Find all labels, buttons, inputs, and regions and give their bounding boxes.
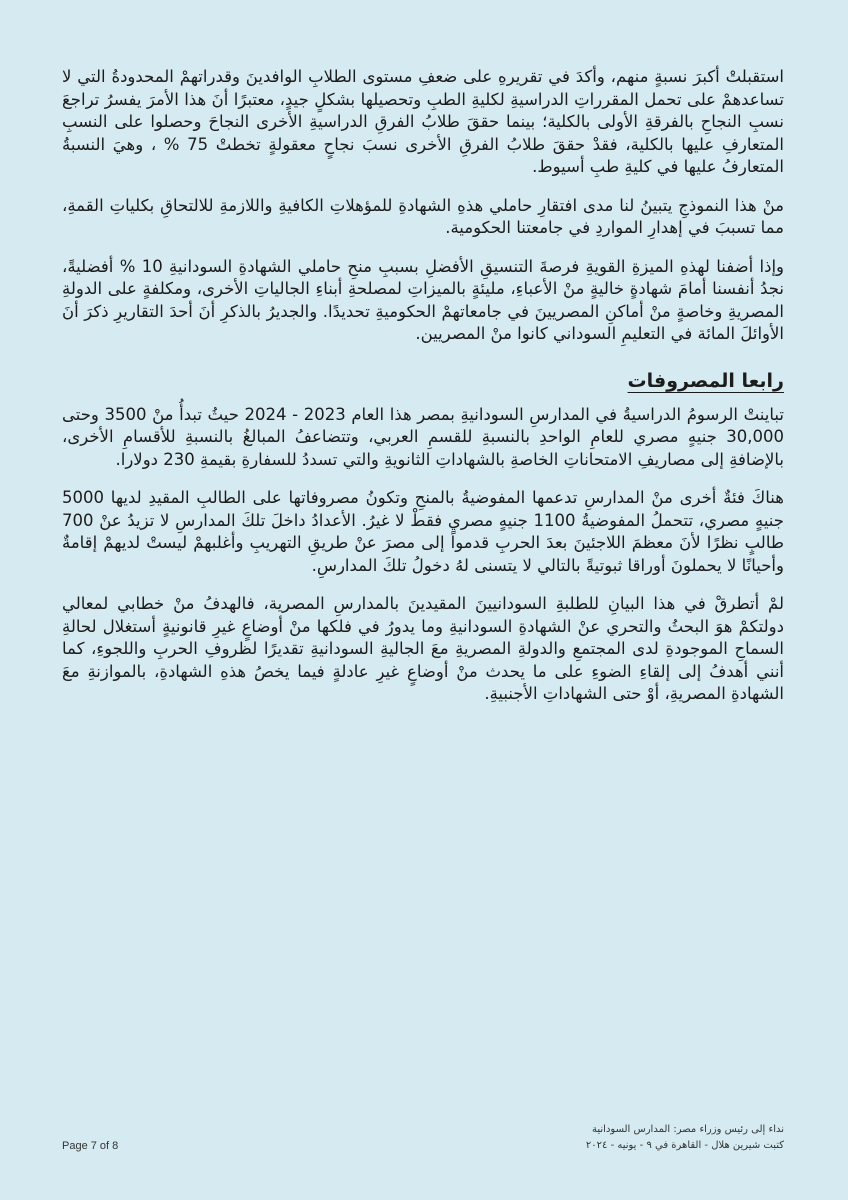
page-number: Page 7 of 8 <box>62 1140 119 1152</box>
paragraph: استقبلتْ أكبرَ نسبةٍ منهم، وأكدَ في تقريرهِ على ضعفِ مستوى الطلابِ الوافدينَ وقدراتهمْ المحدودةُ التي لا تساعدهمْ على تحمل المقرراتِ الدراسيةِ لكليةِ الطبِ وتحصيلها بشكلٍ جيدٍ، معتبرًا أنَ هذا الأمرَ يفسرُ تراجعَ نسبِ النجاحِ بالفرقةِ الأولى بالكلية؛ بينما حققَ طلابُ الفرقِ الدراسيةِ الأخرى النجاحَ وحصلوا على النسبِ المتعارفِ عليها بالكلية، فقدْ حققَ طلابُ الفرقِ الأخرى نسبَ نجاحٍ معقولةٍ تخطتْ 75 % ، وهيَ النسبةُ المتعارفُ عليها في كليةِ طبِ أسيوط. <box>62 67 785 176</box>
paragraph: تباينتْ الرسومُ الدراسيةُ في المدارسِ السودانيةِ بمصر هذا العام 2023 - 2024 حيثُ تبدأُ منْ 3500 وحتى 30,000 جنيهٍ مصري للعامِ الواحدِ بالنسبةِ للقسمِ العربي، وتتضاعفُ المبالغُ بالنسبةِ للأقسامِ الأخرى، بالإضافةِ إلى مصاريفِ الامتحاناتِ الخاصةِ بالشهاداتِ الثانويةِ والتي تسددُ للسفارةِ بقيمةِ 230 دولارا. <box>62 404 784 469</box>
paragraph: منْ هذا النموذجِ يتبينُ لنا مدى افتقارِ حاملي هذهِ الشهادةِ للمؤهلاتِ الكافيةِ واللازمةِ للالتحاقِ بكلياتِ القمةِ، مما تسببَ في إهدارِ المواردِ في جامعتنا الحكومية. <box>62 195 784 237</box>
footer-title: نداء إلى رئيس وزراء مصر: المدارس السودانية <box>592 1124 784 1135</box>
section-heading-expenses: رابعا المصروفات <box>627 369 784 392</box>
document-body <box>62 66 784 722</box>
paragraph: هناكَ فئةٌ أخرى منْ المدارسِ تدعمها المفوضيةُ بالمنحِ وتكونُ مصروفاتها على الطالبِ المقيدِ لديها 5000 جنيهٍ مصري، تتحملُ المفوضيةُ 1100 جنيهٍ مصريٍ فقطْ لا غيرُ. الأعدادُ داخلَ تلكَ المدارسِ لا تزيدُ عنْ 700 طالبٍ نظرًا لأنَ معظمَ اللاجئينَ بعدَ الحربِ قدموا إلى مصرَ عنْ طريقِ التهريبِ وأغلبهمْ ليستْ لديهمْ إقامةٌ وأحيانًا لا يحملونَ أوراقا ثبوتيةً بالتالي لا يتسنى لهُ دخولُ تلكَ المدارسِ. <box>62 488 784 575</box>
paragraph: لمْ أتطرقْ في هذا البيانِ للطلبةِ السودانيينَ المقيدينَ بالمدارسِ المصرية، فالهدفُ منْ خطابي لمعالي دولتكمْ هوَ البحثُ والتحري عنْ الشهادةِ السودانيةِ وما يدورُ في فلكها منْ أوضاعٍ غيرِ قانونيةٍ أستغلال لحالةِ السماحِ الموجودةِ لدى المجتمعِ والدولةِ المصريةِ معَ الجاليةِ السودانيةِ تقديرًا لظروفِ الحربِ واللجوءِ، كما أنني أهدفُ إلى إلقاءِ الضوءِ على ما يحدث منْ أوضاعٍ غيرِ عادلةٍ فيما يخصُ هذهِ الشهادةِ، بالموازنةِ معَ الشهادةِ المصريةِ، أوْ حتى الشهاداتِ الأجنبيةِ. <box>62 594 784 703</box>
footer-byline: كتبت شيرين هلال - القاهرة في ٩ - يونيه - ٢٠٢٤ <box>585 1140 784 1151</box>
footer-info <box>586 1122 784 1154</box>
paragraph: وإذا أضفنا لهذهِ الميزةِ القويةِ فرصةَ التنسيقِ الأفضلِ بسببِ منحِ حاملي الشهادةِ السودانيةِ 10 % أفضليةً، نجدُ أنفسنا أمامَ شهادةٍ خاليةٍ منْ الأعباءِ، مليئةٍ بالميزاتِ لمصلحةِ أبناءِ الجالياتِ الأخرى، ومكلفةٍ على الدولةِ المصريةِ وخاصةٍ منْ أماكنِ المصريينَ في جامعاتهمْ الحكوميةِ تحديدًا. والجديرُ بالذكرِ أنَ أحدَ التقاريرِ ذكرَ أنَ الأوائلَ المائة في التعليمِ السوداني كانوا منْ المصريين. <box>62 256 784 343</box>
